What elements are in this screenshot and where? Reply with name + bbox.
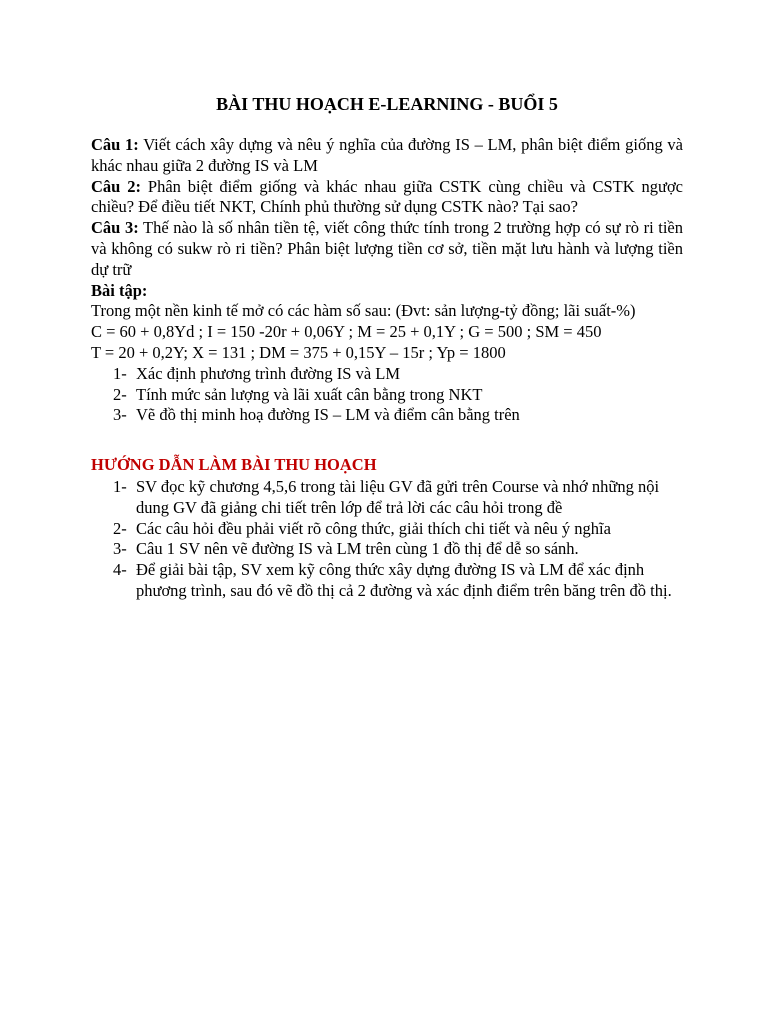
exercise-heading: Bài tập: <box>91 280 148 300</box>
guide-title: HƯỚNG DẪN LÀM BÀI THU HOẠCH <box>91 455 377 475</box>
list-number: 2- <box>113 518 127 538</box>
list-number: 3- <box>113 405 127 425</box>
list-text: Xác định phương trình đường IS và LM <box>136 363 401 383</box>
question-1-text: Viết cách xây dựng và nêu ý nghĩa của đường IS – LM, phân biệt điểm giống và khác nhau giữa 2 đường IS và LM <box>91 135 683 175</box>
question-3-label: Câu 3: <box>91 218 139 238</box>
list-number: 3- <box>113 539 127 559</box>
list-number: 2- <box>113 384 127 404</box>
exercise-equations-1: C = 60 + 0,8Yd ; I = 150 -20r + 0,06Y ; M = 25 + 0,1Y ; G = 500 ; SM = 450 <box>91 322 602 342</box>
list-text: Các câu hỏi đều phải viết rõ công thức, giải thích chi tiết và nêu ý nghĩa <box>136 518 611 538</box>
list-text: Câu 1 SV nên vẽ đường IS và LM trên cùng 1 đồ thị để dễ so sánh. <box>136 539 579 559</box>
list-number: 4- <box>113 560 127 580</box>
list-number: 1- <box>113 476 127 496</box>
exercise-task-1 <box>91 364 683 385</box>
question-2 <box>91 177 683 219</box>
guide-item-4 <box>91 560 683 602</box>
question-2-label: Câu 2: <box>91 176 141 196</box>
exercise-task-3 <box>91 405 683 426</box>
guide-item-3 <box>91 539 683 560</box>
question-3 <box>91 218 683 280</box>
exercise-intro: Trong một nền kinh tế mở có các hàm số sau: (Đvt: sản lượng-tỷ đồng; lãi suất-%) <box>91 301 636 321</box>
guide-item-2 <box>91 519 683 540</box>
exercise-equations-2: T = 20 + 0,2Y; X = 131 ; DM = 375 + 0,15Y – 15r ; Yp = 1800 <box>91 342 506 362</box>
list-text: Tính mức sản lượng và lãi xuất cân bằng trong NKT <box>136 384 483 404</box>
question-3-text: Thế nào là số nhân tiền tệ, viết công thức tính trong 2 trường hợp có sự rò ri tiền và không có sukw rò ri tiền? Phân biệt lượng tiền cơ sở, tiền mặt lưu hành và lượng tiền dự trữ <box>91 218 684 279</box>
guide-list <box>91 477 683 602</box>
guide-item-1 <box>91 477 683 519</box>
section-spacer <box>91 426 683 455</box>
document-page <box>91 93 683 602</box>
list-text: Để giải bài tập, SV xem kỹ công thức xây dựng đường IS và LM để xác định phương trình, sau đó vẽ đồ thị cả 2 đường và xác định điểm trên băng trên đồ thị. <box>136 560 672 600</box>
list-text: SV đọc kỹ chương 4,5,6 trong tài liệu GV đã gửi trên Course và nhớ những nội dung GV đã giảng chi tiết trên lớp để trả lời các câu hỏi trong đề <box>136 476 660 517</box>
question-2-text: Phân biệt điểm giống và khác nhau giữa CSTK cùng chiều và CSTK ngược chiều? Để điều tiết NKT, Chính phủ thường sử dụng CSTK nào? Tại sao? <box>91 176 684 217</box>
exercise-task-list <box>91 364 683 426</box>
question-1-label: Câu 1: <box>91 135 139 154</box>
list-number: 1- <box>113 363 127 383</box>
question-1 <box>91 135 683 177</box>
exercise-task-2 <box>91 385 683 406</box>
list-text: Vẽ đồ thị minh hoạ đường IS – LM và điểm cân bằng trên <box>136 405 520 425</box>
document-title: BÀI THU HOẠCH E-LEARNING - BUỔI 5 <box>216 94 558 114</box>
